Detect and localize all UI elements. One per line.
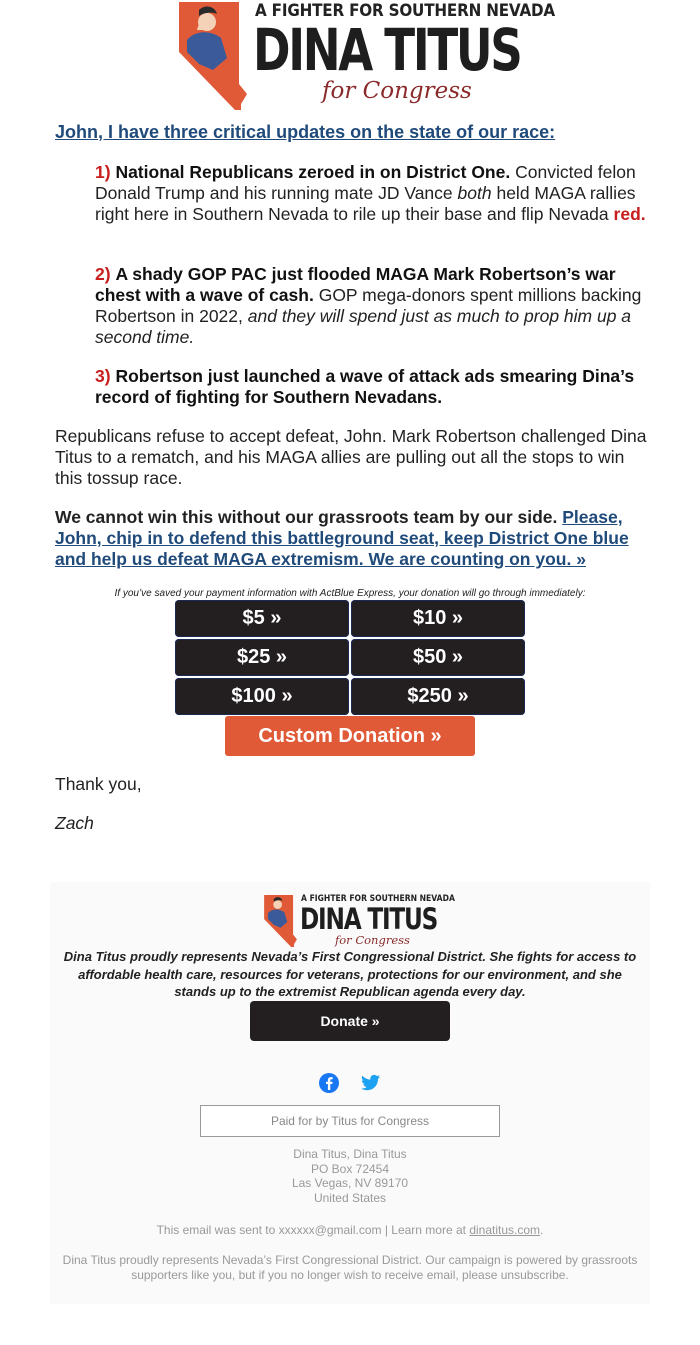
- footer-logo: [263, 894, 455, 948]
- update-2: [95, 264, 655, 348]
- appeal-bold: We cannot win this without our grassroots team by our side.: [55, 507, 558, 527]
- update-1: [95, 162, 655, 225]
- appeal-donate-link[interactable]: Please, John, chip in to defend this battleground seat, keep District One blue and help us defeat MAGA extremism. We are counting on you. »: [55, 507, 629, 569]
- website-link[interactable]: dinatitus.com: [469, 1223, 541, 1237]
- update-emphasis: both: [457, 183, 492, 203]
- donate-250-button[interactable]: $250 »: [351, 678, 525, 715]
- paid-for-disclaimer: Paid for by Titus for Congress: [200, 1105, 500, 1137]
- unsubscribe-fine-print: Dina Titus proudly represents Nevada’s First Congressional District. Our campaign is powered by grassroots supporters like you, but if you no longer wish to receive email, please unsubscribe.: [62, 1253, 638, 1282]
- footer-description: Dina Titus proudly represents Nevada’s First Congressional District. She fights for access to affordable health care, resources for veterans, protections for our environment, and she stands up to the extremist Republican agenda every day.: [63, 949, 637, 999]
- update-number: 3): [95, 366, 111, 386]
- intro-heading[interactable]: John, I have three critical updates on the state of our race:: [55, 122, 556, 142]
- sparkle-icon: ✦: [345, 632, 355, 644]
- donate-25-button[interactable]: $25 »: [175, 639, 349, 676]
- donate-100-button[interactable]: $100 »: [175, 678, 349, 715]
- footer-logo-name: DINA TITUS: [300, 902, 438, 936]
- logo-tagline: A FIGHTER FOR SOUTHERN NEVADA: [255, 1, 555, 20]
- address-line: Dina Titus, Dina Titus: [293, 1147, 407, 1161]
- update-text: held MAGA rallies right here in Southern Nevada to rile up their base and flip Nevada: [95, 183, 636, 224]
- facebook-icon[interactable]: [318, 1072, 340, 1094]
- appeal-paragraph: [55, 507, 655, 570]
- body-paragraph: Republicans refuse to accept defeat, John. Mark Robertson challenged Dina Titus to a rematch, and his MAGA allies are pulling out all the stops to win this tossup race.: [55, 426, 647, 488]
- twitter-icon[interactable]: [359, 1072, 381, 1094]
- sent-to-suffix: .: [540, 1223, 544, 1237]
- footer-donate-button[interactable]: Donate »: [250, 1001, 450, 1041]
- signoff-name: Zach: [55, 813, 94, 833]
- logo-for-congress: for Congress: [322, 78, 472, 104]
- donate-10-button[interactable]: $10 »: [351, 600, 525, 637]
- footer: [50, 882, 650, 1304]
- actblue-note: If you’ve saved your payment information with ActBlue Express, your donation will go through immediately:: [114, 588, 586, 599]
- update-number: 2): [95, 264, 111, 284]
- update-text: GOP mega-donors spent millions backing Robertson in 2022,: [95, 285, 642, 326]
- update-text: Convicted felon Donald Trump and his running mate JD Vance: [95, 162, 636, 203]
- sent-to-text: This email was sent to xxxxxx@gmail.com | Learn more at: [156, 1223, 466, 1237]
- donate-50-button[interactable]: $50 »: [351, 639, 525, 676]
- nevada-map-icon: [177, 0, 253, 112]
- update-3: [95, 366, 655, 408]
- address-line: Las Vegas, NV 89170: [291, 1176, 409, 1190]
- update-headline: A shady GOP PAC just flooded MAGA Mark Robertson’s war chest with a wave of cash.: [95, 264, 616, 305]
- update-red-word: red.: [613, 204, 646, 224]
- sparkle-icon: ✦: [345, 671, 355, 683]
- mailing-address: [50, 1147, 650, 1205]
- custom-donation-button[interactable]: Custom Donation »: [225, 716, 475, 756]
- address-line: United States: [313, 1190, 387, 1205]
- signoff-thanks: Thank you,: [55, 774, 142, 794]
- address-line: PO Box 72454: [310, 1161, 390, 1176]
- update-headline: National Republicans zeroed in on District One.: [115, 162, 511, 182]
- logo-name: DINA TITUS: [253, 16, 521, 84]
- update-emphasis: and they will spend just as much to prop him up a second time.: [95, 306, 632, 347]
- footer-logo-for-congress: for Congress: [335, 933, 410, 947]
- nevada-map-icon: [263, 894, 300, 948]
- sent-to-line: [50, 1223, 650, 1237]
- update-headline: Robertson just launched a wave of attack ads smearing Dina’s record of fighting for Southern Nevadans.: [95, 366, 635, 407]
- footer-logo-tagline: A FIGHTER FOR SOUTHERN NEVADA: [301, 894, 455, 904]
- donate-5-button[interactable]: $5 »: [175, 600, 349, 637]
- update-number: 1): [95, 162, 111, 182]
- header-logo: [177, 0, 555, 112]
